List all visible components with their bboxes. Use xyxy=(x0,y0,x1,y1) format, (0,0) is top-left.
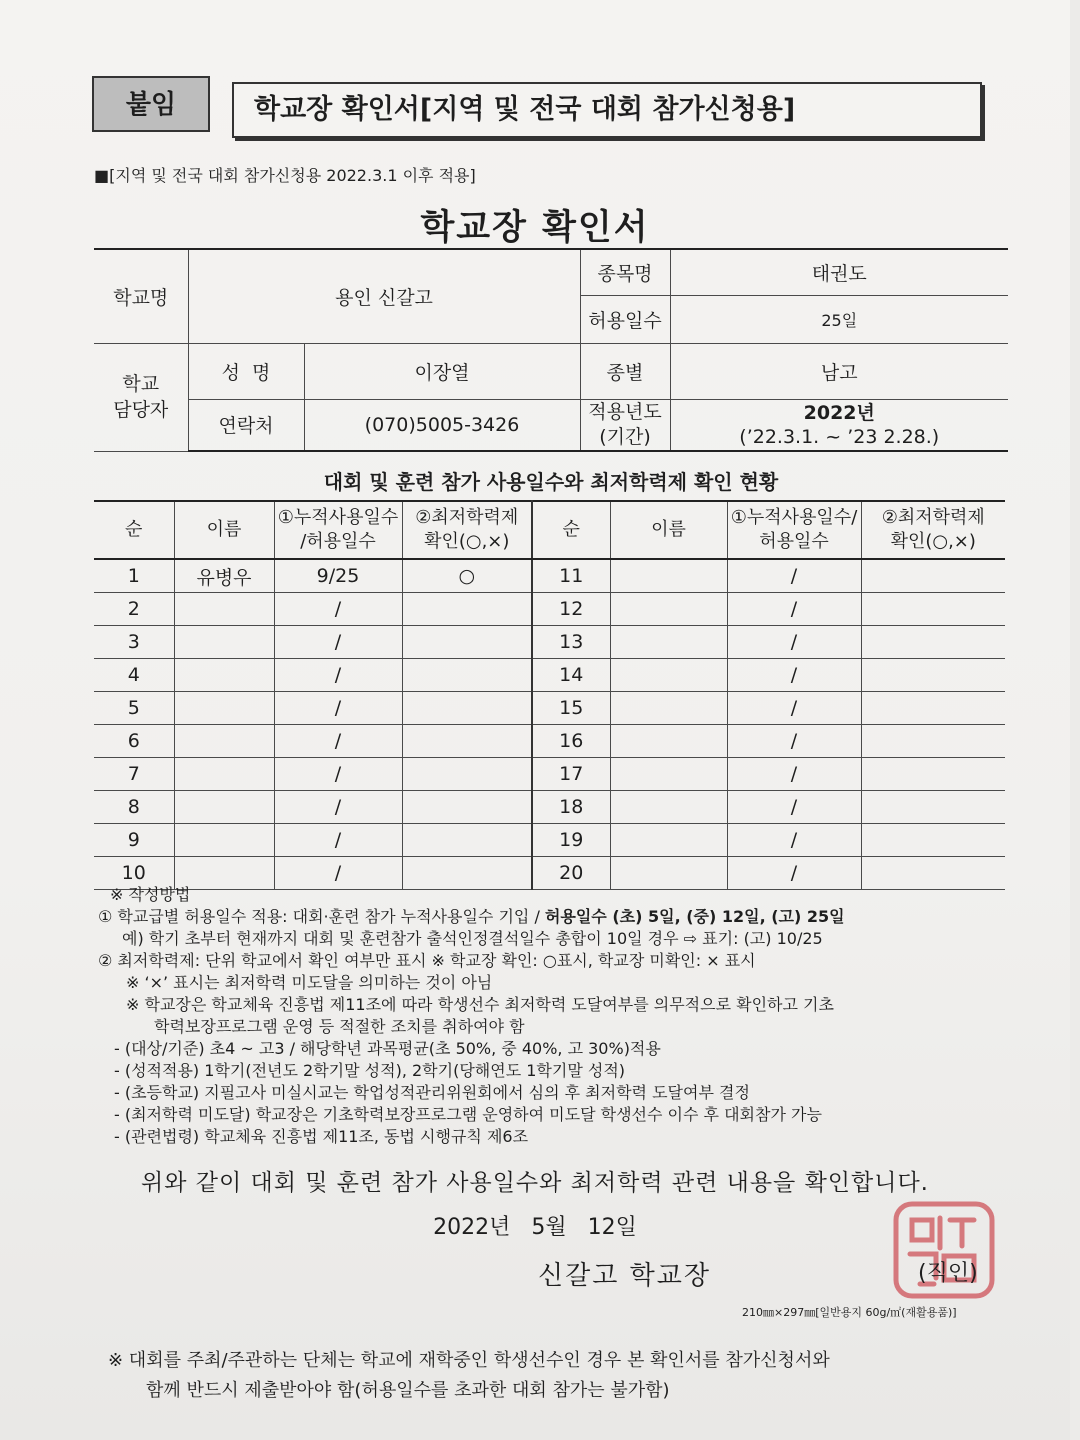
category-label: 종별 xyxy=(580,343,670,399)
name-cell xyxy=(174,659,274,692)
document-title: 학교장 확인서 xyxy=(420,208,650,248)
issue-date: 2022년 5월 12일 xyxy=(433,1215,637,1240)
table-row xyxy=(94,626,1005,659)
no-cell: 7 xyxy=(94,758,174,791)
year-label: 적용년도 (기간) xyxy=(580,399,670,451)
table-row xyxy=(94,791,1005,824)
name-cell: 유병우 xyxy=(174,559,274,593)
header-no: 순 xyxy=(94,501,174,559)
note-2: ② 최저학력제: 단위 학교에서 확인 여부만 표시 ※ 학교장 확인: ○표시, 학교장 미확인: × 표시 xyxy=(98,951,756,970)
name-cell xyxy=(610,559,727,593)
name-cell xyxy=(174,593,274,626)
check-cell xyxy=(861,692,1005,725)
paper-size-note: 210㎜×297㎜[일반용지 60g/㎡(재활용품)] xyxy=(742,1306,957,1319)
sport-label: 종목명 xyxy=(580,249,670,295)
check-cell xyxy=(402,758,532,791)
no-cell: 12 xyxy=(532,593,610,626)
note-2-a: ※ ‘×’ 표시는 최저학력 미도달을 의미하는 것이 아님 xyxy=(126,973,493,992)
days-cell: / xyxy=(727,659,861,692)
days-cell: / xyxy=(274,593,402,626)
note-2-b1: ※ 학교장은 학교체육 진흥법 제11조에 따라 학생선수 최저학력 도달여부를 의무적으로 확인하고 기초 xyxy=(126,995,834,1014)
days-cell: / xyxy=(727,857,861,890)
year-value: 2022년 xyxy=(803,401,875,424)
header-days-2: ①누적사용일수/ 허용일수 xyxy=(727,501,861,559)
name-cell xyxy=(610,791,727,824)
check-cell xyxy=(861,593,1005,626)
period-value: (’22.3.1. ~ ’23 2.28.) xyxy=(739,425,940,448)
check-cell xyxy=(861,758,1005,791)
days-cell: / xyxy=(727,559,861,593)
check-cell xyxy=(402,659,532,692)
attachment-label: 붙임 xyxy=(92,76,210,132)
name-cell xyxy=(610,692,727,725)
name-cell xyxy=(174,824,274,857)
check-cell xyxy=(402,791,532,824)
name-cell xyxy=(610,758,727,791)
days-cell: / xyxy=(274,857,402,890)
name-cell xyxy=(610,725,727,758)
detail-5: - (관련법령) 학교체육 진흥법 제11조, 동법 시행규칙 제6조 xyxy=(114,1127,529,1146)
header-title: 학교장 확인서[지역 및 전국 대회 참가신청용] xyxy=(232,82,982,138)
name-cell xyxy=(610,659,727,692)
days-cell: / xyxy=(274,725,402,758)
note-1-example: 예) 학기 초부터 현재까지 대회 및 훈련참가 출석인정결석일수 총합이 10일 경우 ⇨ 표기: (고) 10/25 xyxy=(122,929,823,948)
no-cell: 6 xyxy=(94,725,174,758)
allowed-days-value: 25일 xyxy=(670,295,1008,343)
name-value: 이장열 xyxy=(304,343,580,399)
year-cell xyxy=(670,399,1008,451)
header-check-2: ②최저학력제 확인(○,×) xyxy=(861,501,1005,559)
no-cell: 19 xyxy=(532,824,610,857)
days-cell: / xyxy=(274,791,402,824)
days-cell: / xyxy=(274,824,402,857)
check-cell xyxy=(861,725,1005,758)
school-value: 용인 신갈고 xyxy=(188,249,580,343)
detail-4: - (최저학력 미도달) 학교장은 기초학력보장프로그램 운영하여 미도달 학생선수 이수 후 대회참가 가능 xyxy=(114,1105,822,1124)
name-label: 성 명 xyxy=(188,343,304,399)
detail-3: - (초등학교) 지필고사 미실시교는 학업성적관리위원회에서 심의 후 최저학력 도달여부 결정 xyxy=(114,1083,750,1102)
name-cell xyxy=(174,725,274,758)
no-cell: 3 xyxy=(94,626,174,659)
no-cell: 5 xyxy=(94,692,174,725)
note-1-text: ① 학교급별 허용일수 적용: 대회·훈련 참가 누적사용일수 기입 / xyxy=(98,907,545,926)
header-check: ②최저학력제 확인(○,×) xyxy=(402,501,532,559)
name-cell xyxy=(174,758,274,791)
header-name-2: 이름 xyxy=(610,501,727,559)
name-cell xyxy=(610,593,727,626)
no-cell: 17 xyxy=(532,758,610,791)
info-table xyxy=(94,248,1008,452)
days-cell: / xyxy=(727,725,861,758)
contact-value: (070)5005-3426 xyxy=(304,399,580,451)
days-cell: / xyxy=(727,593,861,626)
days-cell: / xyxy=(727,791,861,824)
table-row xyxy=(94,692,1005,725)
check-cell xyxy=(861,626,1005,659)
note-1 xyxy=(98,906,1018,928)
section-title: 대회 및 훈련 참가 사용일수와 최저학력제 확인 현황 xyxy=(323,470,779,494)
footnote-line-1: ※ 대회를 주최/주관하는 단체는 학교에 재학중인 학생선수인 경우 본 확인서를 참가신청서와 xyxy=(108,1350,830,1371)
no-cell: 1 xyxy=(94,559,174,593)
applicability-note: ■[지역 및 전국 대회 참가신청용 2022.3.1 이후 적용] xyxy=(94,166,476,185)
category-value: 남고 xyxy=(670,343,1008,399)
detail-2: - (성적적용) 1학기(전년도 2학기말 성적), 2학기(당해연도 1학기말 성적) xyxy=(114,1061,626,1080)
check-cell xyxy=(402,593,532,626)
check-cell xyxy=(402,626,532,659)
days-cell: 9/25 xyxy=(274,559,402,593)
days-cell: / xyxy=(727,626,861,659)
footnote-line-2: 함께 반드시 제출받아야 함(허용일수를 초과한 대회 참가는 불가함) xyxy=(146,1380,670,1401)
principal-signature: 신갈고 학교장 xyxy=(538,1261,711,1291)
no-cell: 18 xyxy=(532,791,610,824)
no-cell: 8 xyxy=(94,791,174,824)
name-cell xyxy=(174,791,274,824)
submission-footnote xyxy=(108,1346,830,1406)
no-cell: 11 xyxy=(532,559,610,593)
header-no-2: 순 xyxy=(532,501,610,559)
check-cell xyxy=(861,824,1005,857)
check-cell xyxy=(861,791,1005,824)
header-name: 이름 xyxy=(174,501,274,559)
days-cell: / xyxy=(727,758,861,791)
check-cell xyxy=(402,692,532,725)
name-cell xyxy=(610,626,727,659)
table-row xyxy=(94,824,1005,857)
no-cell: 10 xyxy=(94,857,174,890)
days-cell: / xyxy=(727,824,861,857)
notes-heading: ※ 작성방법 xyxy=(110,885,191,904)
seal-label: (직인) xyxy=(918,1261,978,1286)
days-cell: / xyxy=(274,692,402,725)
contact-label: 연락처 xyxy=(188,399,304,451)
table-row xyxy=(94,559,1005,593)
check-cell xyxy=(861,659,1005,692)
confirmation-statement: 위와 같이 대회 및 훈련 참가 사용일수와 최저학력 관련 내용을 확인합니다. xyxy=(141,1170,929,1196)
note-1-bold: 허용일수 (초) 5일, (중) 12일, (고) 25일 xyxy=(544,907,845,926)
roster-header-row xyxy=(94,501,1005,559)
table-row xyxy=(94,758,1005,791)
check-cell xyxy=(402,824,532,857)
days-cell: / xyxy=(274,626,402,659)
school-label: 학교명 xyxy=(94,249,188,343)
check-cell: ○ xyxy=(402,559,532,593)
roster-table xyxy=(94,500,1005,890)
name-cell xyxy=(610,824,727,857)
detail-1: - (대상/기준) 초4 ~ 고3 / 해당학년 과목평균(초 50%, 중 40%, 고 30%)적용 xyxy=(114,1039,661,1058)
no-cell: 15 xyxy=(532,692,610,725)
days-cell: / xyxy=(727,692,861,725)
name-cell xyxy=(174,626,274,659)
check-cell xyxy=(402,725,532,758)
no-cell: 16 xyxy=(532,725,610,758)
no-cell: 9 xyxy=(94,824,174,857)
no-cell: 2 xyxy=(94,593,174,626)
no-cell: 14 xyxy=(532,659,610,692)
days-cell: / xyxy=(274,659,402,692)
check-cell xyxy=(861,559,1005,593)
sport-value: 태권도 xyxy=(670,249,1008,295)
no-cell: 20 xyxy=(532,857,610,890)
no-cell: 13 xyxy=(532,626,610,659)
table-row xyxy=(94,659,1005,692)
manager-label: 학교 담당자 xyxy=(94,343,188,451)
name-cell xyxy=(174,692,274,725)
table-row xyxy=(94,593,1005,626)
allowed-days-label: 허용일수 xyxy=(580,295,670,343)
note-2-b2: 학력보장프로그램 운영 등 적절한 조치를 취하여야 함 xyxy=(154,1017,525,1036)
no-cell: 4 xyxy=(94,659,174,692)
instructions xyxy=(98,884,1018,1148)
header-days: ①누적사용일수 /허용일수 xyxy=(274,501,402,559)
days-cell: / xyxy=(274,758,402,791)
table-row xyxy=(94,725,1005,758)
